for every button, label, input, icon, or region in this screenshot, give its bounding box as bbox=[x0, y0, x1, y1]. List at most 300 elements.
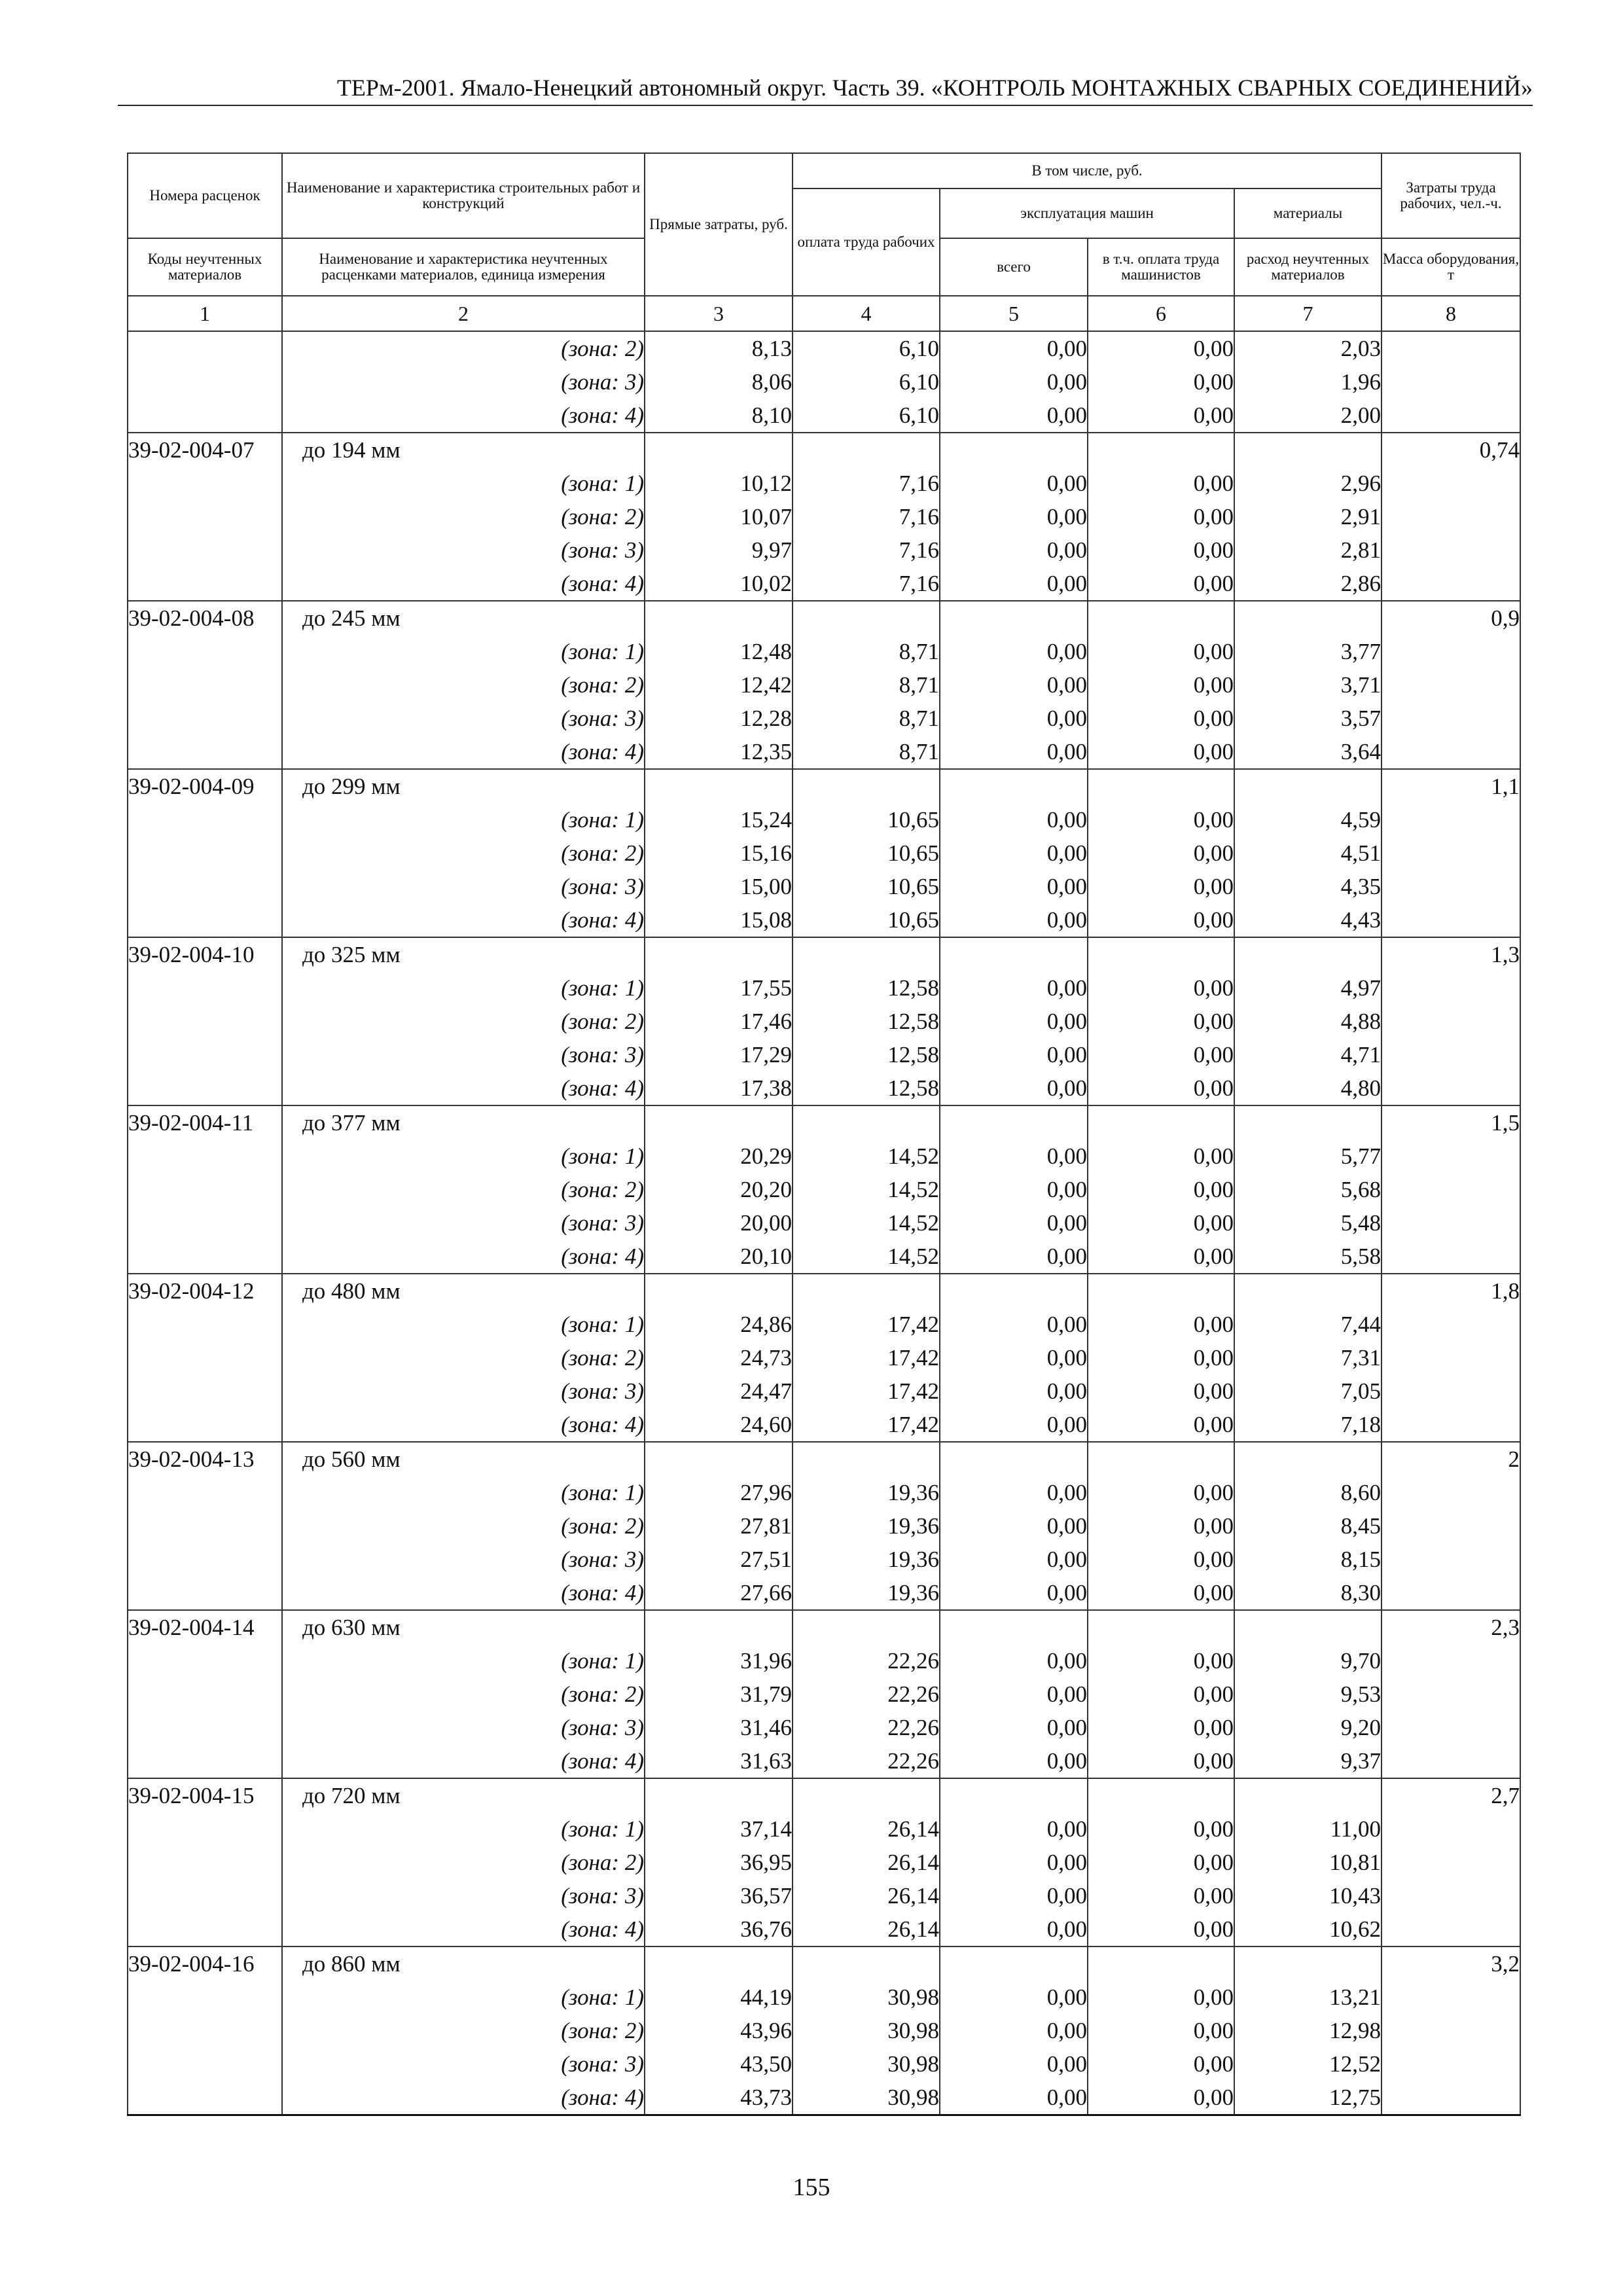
materials-value: 7,18 bbox=[1340, 1412, 1382, 1437]
equipment-mass-cell bbox=[1382, 601, 1520, 769]
materials-value: 13,21 bbox=[1329, 1984, 1382, 2010]
column-number: 3 bbox=[645, 296, 793, 331]
worker-pay-value: 17,42 bbox=[887, 1412, 939, 1437]
machinist-pay-value-cell bbox=[1088, 1105, 1234, 1274]
worker-pay-value: 26,14 bbox=[887, 1816, 939, 1842]
materials-value: 9,37 bbox=[1340, 1748, 1382, 1774]
zone-label: (зона: 1) bbox=[561, 1143, 644, 1169]
direct-cost-value-cell bbox=[645, 1946, 793, 2115]
direct-cost-value: 43,96 bbox=[740, 2018, 792, 2043]
machinist-pay-value: 0,00 bbox=[1193, 975, 1234, 1001]
machines-total-value: 0,00 bbox=[1046, 1412, 1087, 1437]
zone-label: (зона: 2) bbox=[561, 1177, 644, 1202]
materials-value-cell bbox=[1234, 1442, 1382, 1610]
equipment-mass-cell bbox=[1382, 433, 1520, 601]
equipment-mass-cell bbox=[1382, 331, 1520, 433]
rate-code: 39-02-004-15 bbox=[128, 1783, 255, 1808]
machines-total-value: 0,00 bbox=[1046, 571, 1087, 596]
worker-pay-value: 8,71 bbox=[899, 706, 939, 731]
machinist-pay-value: 0,00 bbox=[1193, 504, 1234, 529]
blank-line bbox=[1235, 1274, 1381, 1308]
blank-line bbox=[793, 601, 939, 635]
table-row bbox=[128, 1274, 1520, 1442]
zone-label: (зона: 3) bbox=[561, 1042, 644, 1067]
materials-value: 8,60 bbox=[1340, 1480, 1382, 1505]
direct-cost-value: 20,29 bbox=[740, 1143, 792, 1169]
machines-total-value: 0,00 bbox=[1046, 706, 1087, 731]
blank-line bbox=[1088, 938, 1234, 971]
machines-total-value: 0,00 bbox=[1046, 2018, 1087, 2043]
direct-cost-value: 31,46 bbox=[740, 1715, 792, 1740]
rate-code-cell bbox=[128, 1778, 282, 1946]
machinist-pay-value-cell bbox=[1088, 433, 1234, 601]
blank-line bbox=[645, 1611, 792, 1644]
machinist-pay-value: 0,00 bbox=[1193, 1681, 1234, 1707]
machines-total-value: 0,00 bbox=[1046, 672, 1087, 698]
worker-pay-value: 17,42 bbox=[887, 1378, 939, 1404]
direct-cost-value: 10,07 bbox=[740, 504, 792, 529]
materials-value-cell bbox=[1234, 1946, 1382, 2115]
worker-pay-value: 26,14 bbox=[887, 1883, 939, 1909]
blank-line bbox=[940, 770, 1087, 803]
blank-line bbox=[1235, 433, 1381, 467]
machinist-pay-value: 0,00 bbox=[1193, 1042, 1234, 1067]
work-name: до 630 мм bbox=[302, 1615, 401, 1640]
header-divider bbox=[118, 105, 1533, 106]
rate-code: 39-02-004-09 bbox=[128, 774, 255, 799]
machinist-pay-value: 0,00 bbox=[1193, 369, 1234, 395]
zone-label: (зона: 2) bbox=[561, 1850, 644, 1875]
worker-pay-value: 7,16 bbox=[899, 471, 939, 496]
machines-total-value: 0,00 bbox=[1046, 1480, 1087, 1505]
direct-cost-value: 36,57 bbox=[740, 1883, 792, 1909]
column-number: 1 bbox=[128, 296, 282, 331]
machines-total-value: 0,00 bbox=[1046, 1345, 1087, 1371]
materials-value-cell bbox=[1234, 1274, 1382, 1442]
machinist-pay-value: 0,00 bbox=[1193, 1143, 1234, 1169]
machines-total-value: 0,00 bbox=[1046, 1580, 1087, 1605]
blank-line bbox=[645, 1947, 792, 1981]
work-name: до 860 мм bbox=[302, 1951, 401, 1977]
blank-line bbox=[645, 938, 792, 971]
machinist-pay-value: 0,00 bbox=[1193, 1480, 1234, 1505]
blank-line bbox=[940, 1947, 1087, 1981]
work-name: до 299 мм bbox=[302, 774, 401, 799]
blank-line bbox=[793, 770, 939, 803]
direct-cost-value: 8,06 bbox=[751, 369, 792, 395]
materials-value: 9,70 bbox=[1340, 1648, 1382, 1674]
materials-value: 2,81 bbox=[1340, 537, 1382, 563]
machines-total-value: 0,00 bbox=[1046, 1681, 1087, 1707]
direct-cost-value: 17,46 bbox=[740, 1009, 792, 1034]
zone-label: (зона: 1) bbox=[561, 1816, 644, 1842]
materials-value: 3,77 bbox=[1340, 639, 1382, 664]
machines-total-value: 0,00 bbox=[1046, 537, 1087, 563]
machinist-pay-value: 0,00 bbox=[1193, 874, 1234, 899]
direct-cost-value: 24,60 bbox=[740, 1412, 792, 1437]
machinist-pay-value: 0,00 bbox=[1193, 907, 1234, 933]
machinist-pay-value: 0,00 bbox=[1193, 1816, 1234, 1842]
worker-pay-value: 10,65 bbox=[887, 807, 939, 833]
blank-line bbox=[1088, 1779, 1234, 1812]
machinist-pay-value: 0,00 bbox=[1193, 807, 1234, 833]
machinist-pay-value: 0,00 bbox=[1193, 1345, 1234, 1371]
blank-line bbox=[1235, 770, 1381, 803]
machines-total-value-cell bbox=[940, 601, 1088, 769]
equipment-mass: 1,5 bbox=[1491, 1110, 1520, 1136]
worker-pay-value-cell bbox=[793, 331, 940, 433]
blank-line bbox=[1088, 601, 1234, 635]
zone-label: (зона: 2) bbox=[561, 1009, 644, 1034]
direct-cost-value: 24,86 bbox=[740, 1312, 792, 1337]
materials-value: 9,20 bbox=[1340, 1715, 1382, 1740]
direct-cost-value: 44,19 bbox=[740, 1984, 792, 2010]
equipment-mass: 2,3 bbox=[1491, 1615, 1520, 1640]
page-number: 155 bbox=[793, 2174, 830, 2201]
materials-value: 7,31 bbox=[1340, 1345, 1382, 1371]
zone-label: (зона: 2) bbox=[561, 336, 644, 361]
work-name: до 720 мм bbox=[302, 1783, 401, 1808]
direct-cost-value: 10,02 bbox=[740, 571, 792, 596]
blank-line bbox=[645, 1274, 792, 1308]
direct-cost-value: 17,38 bbox=[740, 1075, 792, 1101]
machines-total-value-cell bbox=[940, 1778, 1088, 1946]
work-description-cell bbox=[282, 769, 645, 937]
worker-pay-value: 12,58 bbox=[887, 1042, 939, 1067]
rate-code-cell bbox=[128, 1442, 282, 1610]
worker-pay-value-cell bbox=[793, 1610, 940, 1778]
materials-value: 7,05 bbox=[1340, 1378, 1382, 1404]
machinist-pay-value: 0,00 bbox=[1193, 1513, 1234, 1539]
zone-label: (зона: 4) bbox=[561, 1748, 644, 1774]
blank-line bbox=[793, 1274, 939, 1308]
zone-label: (зона: 1) bbox=[561, 1648, 644, 1674]
zone-label: (зона: 1) bbox=[561, 1480, 644, 1505]
machinist-pay-value-cell bbox=[1088, 1610, 1234, 1778]
materials-value: 8,45 bbox=[1340, 1513, 1382, 1539]
machinist-pay-value: 0,00 bbox=[1193, 1850, 1234, 1875]
machinist-pay-value: 0,00 bbox=[1193, 2018, 1234, 2043]
worker-pay-value: 7,16 bbox=[899, 537, 939, 563]
blank-line bbox=[1088, 1274, 1234, 1308]
worker-pay-value-cell bbox=[793, 1946, 940, 2115]
rate-code-cell bbox=[128, 1105, 282, 1274]
work-description-cell bbox=[282, 1946, 645, 2115]
blank-line bbox=[645, 1779, 792, 1812]
header-machine-operation: эксплуатация машин bbox=[940, 188, 1234, 238]
direct-cost-value: 31,96 bbox=[740, 1648, 792, 1674]
zone-label: (зона: 4) bbox=[561, 1244, 644, 1269]
equipment-mass: 0,9 bbox=[1491, 605, 1520, 631]
worker-pay-value: 30,98 bbox=[887, 2018, 939, 2043]
worker-pay-value: 30,98 bbox=[887, 2085, 939, 2110]
equipment-mass: 2,7 bbox=[1491, 1783, 1520, 1808]
header-labor-hours: Затраты труда рабочих, чел.-ч. bbox=[1382, 153, 1520, 238]
worker-pay-value: 10,65 bbox=[887, 874, 939, 899]
machines-total-value: 0,00 bbox=[1046, 1312, 1087, 1337]
zone-label: (зона: 2) bbox=[561, 2018, 644, 2043]
table-row bbox=[128, 1778, 1520, 1946]
machinist-pay-value: 0,00 bbox=[1193, 672, 1234, 698]
machinist-pay-value: 0,00 bbox=[1193, 1244, 1234, 1269]
zone-label: (зона: 3) bbox=[561, 706, 644, 731]
blank-line bbox=[1088, 1106, 1234, 1139]
header-material-description: Наименование и характеристика неучтенных расценками материалов, единица измерения bbox=[282, 238, 645, 296]
direct-cost-value: 17,55 bbox=[740, 975, 792, 1001]
worker-pay-value: 14,52 bbox=[887, 1244, 939, 1269]
materials-value: 7,44 bbox=[1340, 1312, 1382, 1337]
machines-total-value-cell bbox=[940, 1946, 1088, 2115]
work-name: до 245 мм bbox=[302, 605, 401, 631]
column-number: 8 bbox=[1382, 296, 1520, 331]
work-description-cell bbox=[282, 1778, 645, 1946]
machinist-pay-value: 0,00 bbox=[1193, 2051, 1234, 2077]
table-body bbox=[128, 331, 1520, 2115]
direct-cost-value: 20,10 bbox=[740, 1244, 792, 1269]
materials-value: 4,71 bbox=[1340, 1042, 1382, 1067]
zone-label: (зона: 1) bbox=[561, 1312, 644, 1337]
materials-value: 2,91 bbox=[1340, 504, 1382, 529]
work-description-cell bbox=[282, 601, 645, 769]
materials-value: 10,43 bbox=[1329, 1883, 1382, 1909]
zone-label: (зона: 2) bbox=[561, 672, 644, 698]
column-number: 7 bbox=[1234, 296, 1382, 331]
work-description-cell bbox=[282, 1442, 645, 1610]
worker-pay-value: 14,52 bbox=[887, 1143, 939, 1169]
direct-cost-value-cell bbox=[645, 1274, 793, 1442]
work-name: до 325 мм bbox=[302, 942, 401, 967]
direct-cost-value-cell bbox=[645, 433, 793, 601]
zone-label: (зона: 1) bbox=[561, 1984, 644, 2010]
machines-total-value: 0,00 bbox=[1046, 1513, 1087, 1539]
blank-line bbox=[793, 938, 939, 971]
materials-value: 4,59 bbox=[1340, 807, 1382, 833]
zone-label: (зона: 3) bbox=[561, 2051, 644, 2077]
machines-total-value: 0,00 bbox=[1046, 403, 1087, 428]
blank-line bbox=[1088, 1611, 1234, 1644]
machinist-pay-value-cell bbox=[1088, 1946, 1234, 2115]
machinist-pay-value: 0,00 bbox=[1193, 1916, 1234, 1942]
machines-total-value: 0,00 bbox=[1046, 336, 1087, 361]
rate-code-cell bbox=[128, 1274, 282, 1442]
blank-line bbox=[793, 1443, 939, 1476]
blank-line bbox=[940, 1106, 1087, 1139]
direct-cost-value: 36,76 bbox=[740, 1916, 792, 1942]
machines-total-value: 0,00 bbox=[1046, 2085, 1087, 2110]
direct-cost-value: 8,13 bbox=[751, 336, 792, 361]
header-including: В том числе, руб. bbox=[793, 153, 1382, 188]
worker-pay-value: 30,98 bbox=[887, 2051, 939, 2077]
machinist-pay-value: 0,00 bbox=[1193, 1177, 1234, 1202]
work-description-cell bbox=[282, 331, 645, 433]
blank-line bbox=[940, 1611, 1087, 1644]
work-description-cell bbox=[282, 1610, 645, 1778]
rate-code: 39-02-004-07 bbox=[128, 437, 255, 463]
blank-line bbox=[793, 1779, 939, 1812]
direct-cost-value-cell bbox=[645, 601, 793, 769]
materials-value-cell bbox=[1234, 433, 1382, 601]
header-work-description: Наименование и характеристика строительных работ и конструкций bbox=[282, 153, 645, 238]
work-name: до 480 мм bbox=[302, 1278, 401, 1304]
worker-pay-value-cell bbox=[793, 937, 940, 1105]
equipment-mass-cell bbox=[1382, 1105, 1520, 1274]
table-row bbox=[128, 937, 1520, 1105]
header-equipment-mass: Масса оборудования, т bbox=[1382, 238, 1520, 296]
materials-value: 12,98 bbox=[1329, 2018, 1382, 2043]
machinist-pay-value: 0,00 bbox=[1193, 2085, 1234, 2110]
blank-line bbox=[793, 1611, 939, 1644]
worker-pay-value: 8,71 bbox=[899, 739, 939, 764]
zone-label: (зона: 1) bbox=[561, 807, 644, 833]
machines-total-value: 0,00 bbox=[1046, 1748, 1087, 1774]
machinist-pay-value: 0,00 bbox=[1193, 639, 1234, 664]
machines-total-value: 0,00 bbox=[1046, 807, 1087, 833]
worker-pay-value: 14,52 bbox=[887, 1177, 939, 1202]
direct-cost-value: 12,48 bbox=[740, 639, 792, 664]
table-row bbox=[128, 331, 1520, 433]
machinist-pay-value: 0,00 bbox=[1193, 537, 1234, 563]
direct-cost-value: 31,79 bbox=[740, 1681, 792, 1707]
machinist-pay-value: 0,00 bbox=[1193, 471, 1234, 496]
machines-total-value: 0,00 bbox=[1046, 1177, 1087, 1202]
materials-value-cell bbox=[1234, 1105, 1382, 1274]
materials-value-cell bbox=[1234, 331, 1382, 433]
materials-value: 10,62 bbox=[1329, 1916, 1382, 1942]
equipment-mass: 0,74 bbox=[1479, 437, 1520, 463]
column-number: 2 bbox=[282, 296, 645, 331]
table-row bbox=[128, 1946, 1520, 2115]
equipment-mass-cell bbox=[1382, 1442, 1520, 1610]
machines-total-value: 0,00 bbox=[1046, 471, 1087, 496]
blank-line bbox=[793, 1106, 939, 1139]
machinist-pay-value: 0,00 bbox=[1193, 571, 1234, 596]
materials-value: 3,57 bbox=[1340, 706, 1382, 731]
machinist-pay-value-cell bbox=[1088, 1442, 1234, 1610]
worker-pay-value: 19,36 bbox=[887, 1547, 939, 1572]
materials-value: 12,75 bbox=[1329, 2085, 1382, 2110]
machines-total-value: 0,00 bbox=[1046, 369, 1087, 395]
zone-label: (зона: 4) bbox=[561, 571, 644, 596]
machines-total-value: 0,00 bbox=[1046, 1009, 1087, 1034]
rates-table bbox=[127, 152, 1521, 2116]
equipment-mass-cell bbox=[1382, 1778, 1520, 1946]
worker-pay-value: 22,26 bbox=[887, 1681, 939, 1707]
materials-value: 1,96 bbox=[1340, 369, 1382, 395]
blank-line bbox=[940, 938, 1087, 971]
materials-value: 4,51 bbox=[1340, 840, 1382, 866]
zone-label: (зона: 3) bbox=[561, 874, 644, 899]
zone-label: (зона: 2) bbox=[561, 840, 644, 866]
blank-line bbox=[940, 1274, 1087, 1308]
zone-label: (зона: 4) bbox=[561, 1075, 644, 1101]
machinist-pay-value: 0,00 bbox=[1193, 840, 1234, 866]
work-description-cell bbox=[282, 937, 645, 1105]
header-worker-pay: оплата труда рабочих bbox=[793, 188, 940, 296]
machinist-pay-value: 0,00 bbox=[1193, 739, 1234, 764]
materials-value: 2,03 bbox=[1340, 336, 1382, 361]
table-row bbox=[128, 601, 1520, 769]
direct-cost-value-cell bbox=[645, 1778, 793, 1946]
zone-label: (зона: 1) bbox=[561, 975, 644, 1001]
worker-pay-value: 19,36 bbox=[887, 1580, 939, 1605]
materials-value: 4,88 bbox=[1340, 1009, 1382, 1034]
worker-pay-value: 12,58 bbox=[887, 975, 939, 1001]
table-header bbox=[128, 153, 1520, 331]
worker-pay-value-cell bbox=[793, 1442, 940, 1610]
machines-total-value: 0,00 bbox=[1046, 1984, 1087, 2010]
blank-line bbox=[1235, 1947, 1381, 1981]
machinist-pay-value: 0,00 bbox=[1193, 1378, 1234, 1404]
header-material-codes: Коды неучтенных материалов bbox=[128, 238, 282, 296]
materials-value: 5,48 bbox=[1340, 1210, 1382, 1236]
machinist-pay-value-cell bbox=[1088, 1274, 1234, 1442]
blank-line bbox=[793, 433, 939, 467]
materials-value: 4,35 bbox=[1340, 874, 1382, 899]
materials-value: 4,97 bbox=[1340, 975, 1382, 1001]
work-name: до 560 мм bbox=[302, 1446, 401, 1472]
worker-pay-value: 10,65 bbox=[887, 840, 939, 866]
equipment-mass: 3,2 bbox=[1491, 1951, 1520, 1977]
zone-label: (зона: 2) bbox=[561, 1513, 644, 1539]
machinist-pay-value: 0,00 bbox=[1193, 1883, 1234, 1909]
zone-label: (зона: 2) bbox=[561, 1681, 644, 1707]
direct-cost-value: 15,00 bbox=[740, 874, 792, 899]
table-row bbox=[128, 1105, 1520, 1274]
machinist-pay-value-cell bbox=[1088, 769, 1234, 937]
materials-value: 3,64 bbox=[1340, 739, 1382, 764]
worker-pay-value: 26,14 bbox=[887, 1916, 939, 1942]
machines-total-value: 0,00 bbox=[1046, 2051, 1087, 2077]
rate-code: 39-02-004-08 bbox=[128, 605, 255, 631]
blank-line bbox=[1235, 1106, 1381, 1139]
zone-label: (зона: 4) bbox=[561, 2085, 644, 2110]
machines-total-value: 0,00 bbox=[1046, 1210, 1087, 1236]
machines-total-value: 0,00 bbox=[1046, 1547, 1087, 1572]
direct-cost-value: 10,12 bbox=[740, 471, 792, 496]
direct-cost-value: 20,20 bbox=[740, 1177, 792, 1202]
machines-total-value: 0,00 bbox=[1046, 1850, 1087, 1875]
worker-pay-value: 26,14 bbox=[887, 1850, 939, 1875]
machines-total-value: 0,00 bbox=[1046, 1916, 1087, 1942]
machines-total-value: 0,00 bbox=[1046, 739, 1087, 764]
blank-line bbox=[793, 1947, 939, 1981]
direct-cost-value: 20,00 bbox=[740, 1210, 792, 1236]
blank-line bbox=[645, 433, 792, 467]
rate-code-cell bbox=[128, 433, 282, 601]
worker-pay-value: 19,36 bbox=[887, 1513, 939, 1539]
materials-value-cell bbox=[1234, 1610, 1382, 1778]
materials-value: 8,30 bbox=[1340, 1580, 1382, 1605]
direct-cost-value: 36,95 bbox=[740, 1850, 792, 1875]
machinist-pay-value-cell bbox=[1088, 1778, 1234, 1946]
header-direct-costs: Прямые затраты, руб. bbox=[645, 153, 793, 296]
direct-cost-value-cell bbox=[645, 1105, 793, 1274]
machinist-pay-value: 0,00 bbox=[1193, 1312, 1234, 1337]
machines-total-value: 0,00 bbox=[1046, 1883, 1087, 1909]
direct-cost-value: 9,97 bbox=[751, 537, 792, 563]
header-materials: материалы bbox=[1234, 188, 1382, 238]
worker-pay-value-cell bbox=[793, 1105, 940, 1274]
zone-label: (зона: 2) bbox=[561, 504, 644, 529]
worker-pay-value: 17,42 bbox=[887, 1312, 939, 1337]
zone-label: (зона: 3) bbox=[561, 1715, 644, 1740]
machines-total-value-cell bbox=[940, 331, 1088, 433]
machinist-pay-value: 0,00 bbox=[1193, 403, 1234, 428]
direct-cost-value: 15,16 bbox=[740, 840, 792, 866]
direct-cost-value: 27,51 bbox=[740, 1547, 792, 1572]
worker-pay-value: 22,26 bbox=[887, 1715, 939, 1740]
direct-cost-value: 24,47 bbox=[740, 1378, 792, 1404]
